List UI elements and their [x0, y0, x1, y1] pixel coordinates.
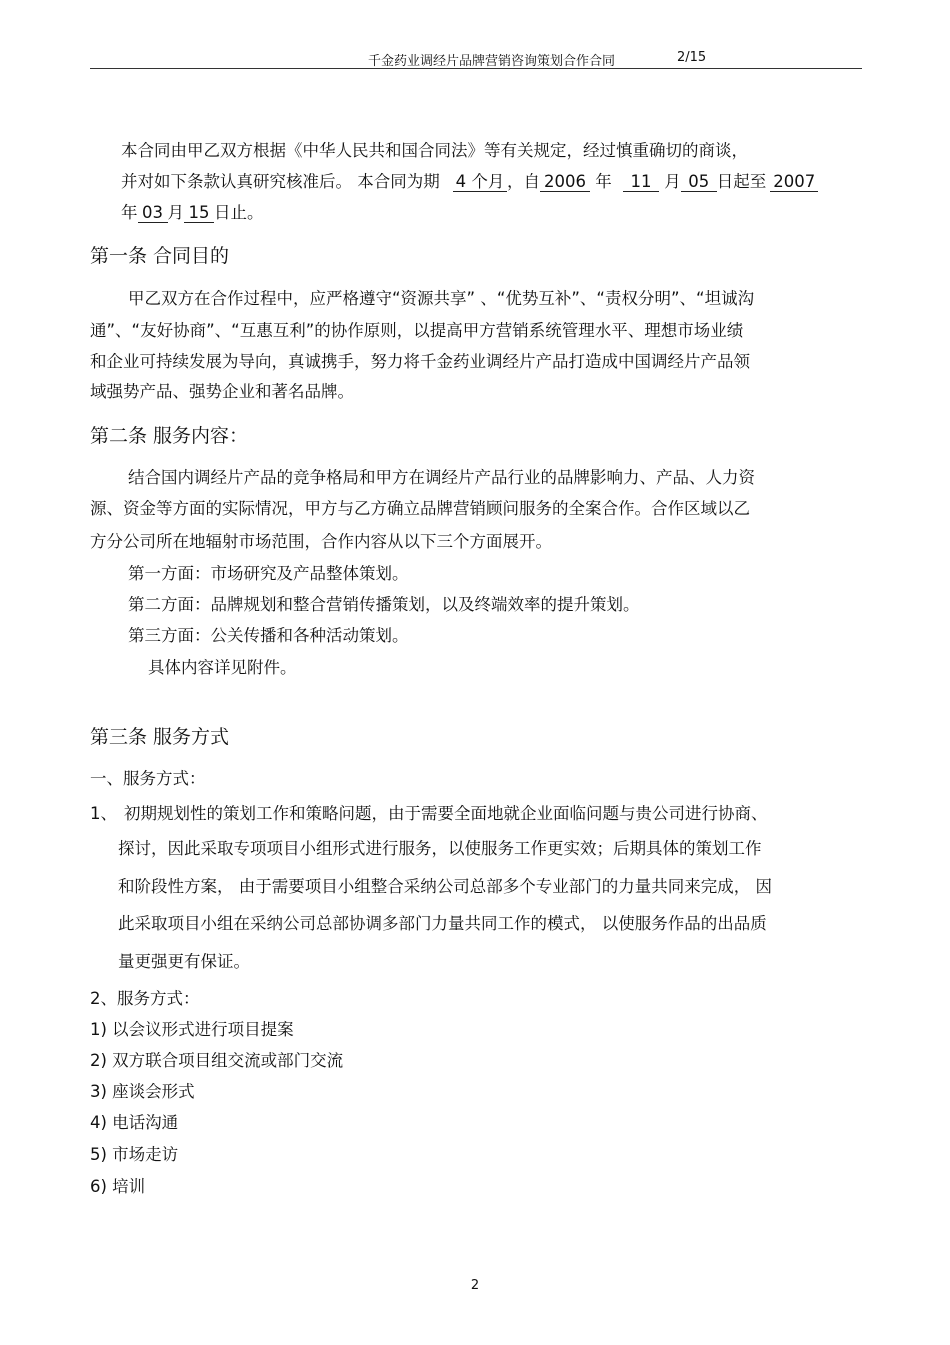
end-day-field: 15 — [184, 203, 214, 223]
end-year-field: 2007 — [770, 172, 818, 192]
item-1-line: 此采取项目小组在采纳公司总部协调多部门力量共同工作的模式， 以使服务作品的出品质 — [118, 914, 767, 933]
method-item: 1) 以会议形式进行项目提案 — [90, 1020, 294, 1039]
article-1-line: 甲乙双方在合作过程中，应严格遵守“资源共享” 、“优势互补”、“责权分明”、“坦诚沟 — [128, 289, 755, 308]
day-from-label: 日起至 — [716, 172, 767, 191]
aspect-item: 第一方面：市场研究及产品整体策划。 — [128, 564, 409, 583]
article-1-line: 和企业可持续发展为导向，真诚携手，努力将千金药业调经片产品打造成中国调经片产品领 — [90, 352, 750, 371]
header-title: 千金药业调经片品牌营销咨询策划合作合同 — [368, 54, 616, 69]
article-2-line: 方分公司所在地辐射市场范围，合作内容从以下三个方面展开。 — [90, 532, 552, 551]
article-3-heading: 第三条 服务方式 — [90, 726, 230, 748]
method-item: 2) 双方联合项目组交流或部门交流 — [90, 1051, 344, 1070]
article-2-heading: 第二条 服务内容： — [90, 425, 249, 447]
article-1-line: 域强势产品、强势企业和著名品牌。 — [90, 382, 354, 401]
page-number: 2 — [470, 1278, 480, 1293]
aspect-item: 第三方面：公关传播和各种活动策划。 — [128, 626, 409, 645]
page-header — [0, 48, 950, 68]
start-year-field: 2006 — [540, 172, 590, 192]
article-2-line: 结合国内调经片产品的竞争格局和甲方在调经片产品行业的品牌影响力、产品、人力资 — [128, 468, 755, 487]
start-month-field: 11 — [623, 172, 659, 192]
method-item: 5) 市场走访 — [90, 1145, 179, 1164]
day-end-label: 日止。 — [214, 203, 264, 222]
item-1-line: 探讨，因此采取专项项目小组形式进行服务，以使服务工作更实效；后期具体的策划工作 — [118, 839, 762, 858]
month-label: 月 — [664, 172, 681, 191]
article-1-line: 通”、“友好协商”、“互惠互利”的协作原则，以提高甲方营销系统管理水平、理想市场业绩 — [90, 321, 744, 340]
header-page-indicator: 2/15 — [677, 50, 707, 65]
aspect-item: 第二方面：品牌规划和整合营销传播策划，以及终端效率的提升策划。 — [128, 595, 640, 614]
month-label-2: 月 — [167, 203, 184, 222]
intro-line-1: 本合同由甲乙双方根据《中华人民共和国合同法》等有关规定，经过慎重确切的商谈， — [121, 141, 748, 160]
intro-line-2-text: 并对如下条款认真研究核准后。 本合同为期 — [121, 172, 440, 191]
intro-line-2 — [121, 171, 818, 193]
method-item: 4) 电话沟通 — [90, 1113, 179, 1132]
item-1-line: 初期规划性的策划工作和策略问题，由于需要全面地就企业面临问题与贵公司进行协商、 — [124, 804, 768, 823]
article-1-heading: 第一条 合同目的 — [90, 245, 230, 267]
header-divider — [90, 68, 862, 69]
from-label: ，自 — [507, 172, 540, 191]
year-label-2: 年 — [121, 203, 138, 222]
item-1-line: 和阶段性方案， 由于需要项目小组整合采纳公司总部多个专业部门的力量共同来完成， 因 — [118, 877, 772, 896]
method-item: 3) 座谈会形式 — [90, 1082, 195, 1101]
year-label: 年 — [595, 172, 612, 191]
service-subheading-2: 2、服务方式： — [90, 989, 200, 1008]
term-field: 4 个月 — [453, 172, 507, 192]
start-day-field: 05 — [681, 172, 717, 192]
end-month-field: 03 — [138, 203, 168, 223]
appendix-note: 具体内容详见附件。 — [148, 658, 297, 677]
article-2-line: 源、资金等方面的实际情况，甲方与乙方确立品牌营销顾问服务的全案合作。合作区域以乙 — [90, 499, 750, 518]
item-1-line: 量更强更有保证。 — [118, 952, 250, 971]
method-item: 6) 培训 — [90, 1177, 146, 1196]
item-number: 1、 — [90, 804, 117, 823]
intro-line-3 — [121, 202, 264, 224]
service-subheading-1: 一、服务方式： — [90, 769, 206, 788]
